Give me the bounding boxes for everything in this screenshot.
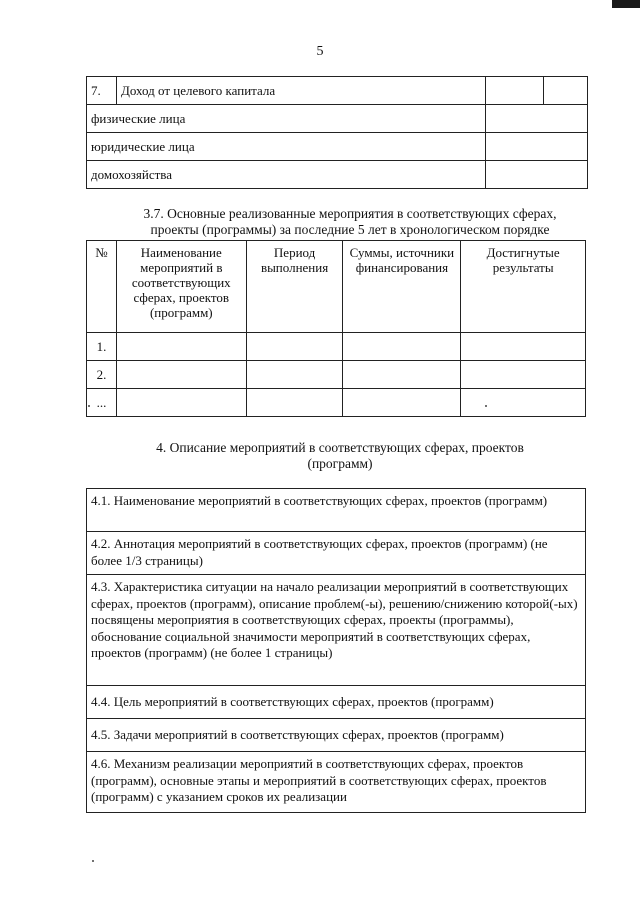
heading-line: 3.7. Основные реализованные мероприятия в соответствующих сферах, bbox=[143, 206, 557, 221]
row-label: физические лица bbox=[87, 105, 486, 133]
empty-cell bbox=[461, 389, 586, 417]
empty-cell bbox=[343, 333, 461, 361]
empty-cell bbox=[246, 389, 343, 417]
table-row bbox=[87, 686, 586, 719]
empty-cell bbox=[486, 161, 588, 189]
table-row bbox=[87, 752, 586, 813]
item-4-4: 4.4. Цель мероприятий в соответствующих сферах, проектов (программ) bbox=[87, 686, 586, 719]
empty-cell bbox=[246, 333, 343, 361]
section-3-7-heading bbox=[100, 206, 600, 238]
income-table bbox=[86, 76, 588, 189]
col-header-funding: Суммы, источники финансирования bbox=[343, 241, 461, 333]
activities-table bbox=[86, 240, 586, 417]
description-table bbox=[86, 488, 586, 813]
table-row bbox=[87, 333, 586, 361]
item-4-1: 4.1. Наименование мероприятий в соответствующих сферах, проектов (программ) bbox=[87, 489, 586, 532]
empty-cell bbox=[116, 389, 246, 417]
empty-cell bbox=[343, 389, 461, 417]
table-row bbox=[87, 489, 586, 532]
col-header-period: Период выполнения bbox=[246, 241, 343, 333]
item-4-5: 4.5. Задачи мероприятий в соответствующих сферах, проектов (программ) bbox=[87, 719, 586, 752]
header-row bbox=[87, 241, 586, 333]
row-number: 2. bbox=[87, 361, 117, 389]
item-4-2: 4.2. Аннотация мероприятий в соответствующих сферах, проектов (программ) (не более 1/3 страницы) bbox=[87, 532, 586, 575]
heading-line: (программ) bbox=[307, 456, 373, 471]
empty-cell bbox=[461, 333, 586, 361]
table-row bbox=[87, 361, 586, 389]
scan-corner-mark bbox=[612, 0, 640, 8]
row-label: юридические лица bbox=[87, 133, 486, 161]
empty-cell bbox=[486, 77, 544, 105]
table-row bbox=[87, 105, 588, 133]
heading-line: 4. Описание мероприятий в соответствующих сферах, проектов bbox=[156, 440, 524, 455]
section-4-heading bbox=[90, 440, 590, 472]
table-row bbox=[87, 77, 588, 105]
empty-cell bbox=[461, 361, 586, 389]
empty-cell bbox=[343, 361, 461, 389]
table-row bbox=[87, 389, 586, 417]
row-label: домохозяйства bbox=[87, 161, 486, 189]
empty-cell bbox=[544, 77, 588, 105]
row-title: Доход от целевого капитала bbox=[116, 77, 485, 105]
empty-cell bbox=[486, 133, 588, 161]
col-header-number: № bbox=[87, 241, 117, 333]
item-4-3: 4.3. Характеристика ситуации на начало реализации мероприятий в соответствующих сферах, проектов (программ), описание проблем(-ы), решению/снижению которой(-ых) посвящены мероприятия в соответствующих сферах, проекты (программы), обоснование социальной значимости мероприятий в соответствующих сферах, проектов (программ) (не более 1 страницы) bbox=[87, 575, 586, 686]
table-row bbox=[87, 575, 586, 686]
table-row bbox=[87, 133, 588, 161]
table-row bbox=[87, 161, 588, 189]
scan-speck bbox=[485, 405, 487, 407]
table-row bbox=[87, 719, 586, 752]
empty-cell bbox=[486, 105, 588, 133]
empty-cell bbox=[116, 361, 246, 389]
col-header-results: Достигнутые результаты bbox=[461, 241, 586, 333]
page-number: 5 bbox=[316, 44, 324, 59]
table-row bbox=[87, 532, 586, 575]
heading-line: проекты (программы) за последние 5 лет в хронологическом порядке bbox=[150, 222, 550, 237]
row-number: 1. bbox=[87, 333, 117, 361]
row-number: 7. bbox=[87, 77, 117, 105]
empty-cell bbox=[246, 361, 343, 389]
row-number: ... bbox=[87, 389, 117, 417]
item-4-6: 4.6. Механизм реализации мероприятий в соответствующих сферах, проектов (программ), основные этапы и мероприятий в соответствующих сферах, проектов (программ) с указанием сроков их реализации bbox=[87, 752, 586, 813]
empty-cell bbox=[116, 333, 246, 361]
col-header-name: Наименование мероприятий в соответствующих сферах, проектов (программ) bbox=[116, 241, 246, 333]
scan-speck bbox=[92, 860, 94, 862]
scan-speck bbox=[88, 405, 90, 407]
